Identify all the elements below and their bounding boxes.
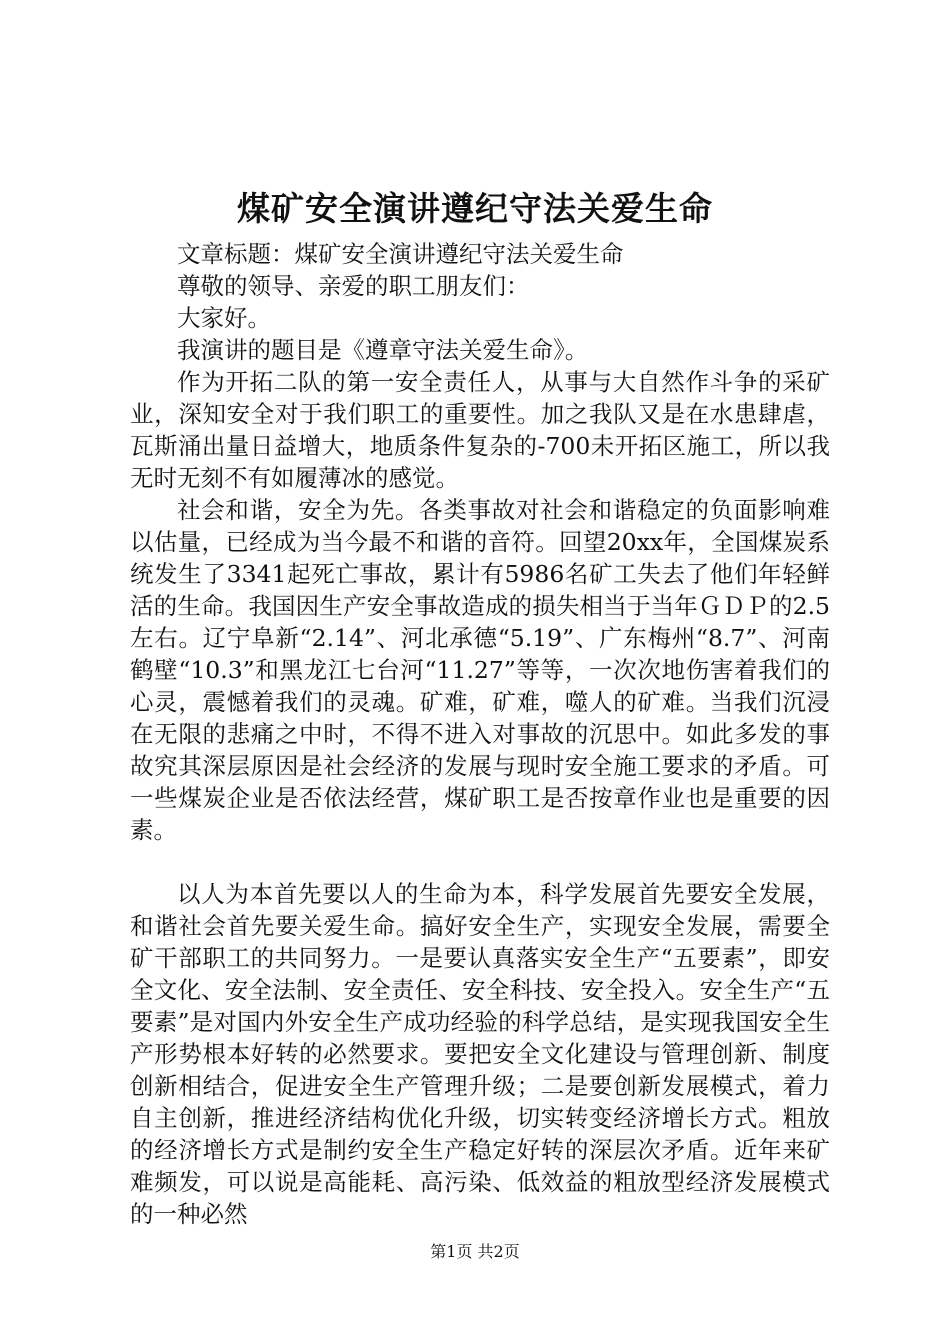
- paragraph-topic: 我演讲的题目是《遵章守法关爱生命》。: [177, 336, 589, 364]
- page-footer: 第1页 共2页: [430, 1242, 520, 1261]
- paragraph-article-title: 文章标题：煤矿安全演讲遵纪守法关爱生命: [177, 240, 624, 268]
- paragraph-intro: 作为开拓二队的第一安全责任人，从事与大自然作斗争的采矿业，深知安全对于我们职工的重要性。加之我队又是在水患肆虐，瓦斯涌出量日益增大，地质条件复杂的-700未开拓区施工，所以我无时无刻不有如履薄冰的感觉。: [130, 368, 830, 492]
- document-title: 煤矿安全演讲遵纪守法关爱生命: [237, 189, 713, 228]
- paragraph-greeting: 大家好。: [177, 304, 271, 332]
- paragraph-social-harmony: 社会和谐，安全为先。各类事故对社会和谐稳定的负面影响难以估量，已经成为当今最不和谐的音符。回望20xx年，全国煤炭系统发生了3341起死亡事故，累计有5986名矿工失去了他们年轻鲜活的生命。我国因生产安全事故造成的损失相当于当年ＧＤＰ的2.5左右。辽宁阜新“2.14”、河北承德“5.19”、广东梅州“8.7”、河南鹤壁“10.3”和黑龙江七台河“11.27”等等，一次次地伤害着我们的心灵，震憾着我们的灵魂。矿难，矿难，噬人的矿难。当我们沉浸在无限的悲痛之中时，不得不进入对事故的沉思中。如此多发的事故究其深层原因是社会经济的发展与现时安全施工要求的矛盾。可一些煤炭企业是否依法经营，煤矿职工是否按章作业也是重要的因素。: [130, 496, 830, 844]
- document-body: [130, 238, 830, 1230]
- paragraph-salutation: 尊敬的领导、亲爱的职工朋友们：: [177, 272, 530, 300]
- paragraph-people-oriented: 以人为本首先要以人的生命为本，科学发展首先要安全发展，和谐社会首先要关爱生命。搞好安全生产，实现安全发展，需要全矿干部职工的共同努力。一是要认真落实安全生产“五要素”，即安全文化、安全法制、安全责任、安全科技、安全投入。安全生产“五要素”是对国内外安全生产成功经验的科学总结，是实现我国安全生产形势根本好转的必然要求。要把安全文化建设与管理创新、制度创新相结合，促进安全生产管理升级；二是要创新发展模式，着力自主创新，推进经济结构优化升级，切实转变经济增长方式。粗放的经济增长方式是制约安全生产稳定好转的深层次矛盾。近年来矿难频发，可以说是高能耗、高污染、低效益的粗放型经济发展模式的一种必然: [130, 880, 830, 1228]
